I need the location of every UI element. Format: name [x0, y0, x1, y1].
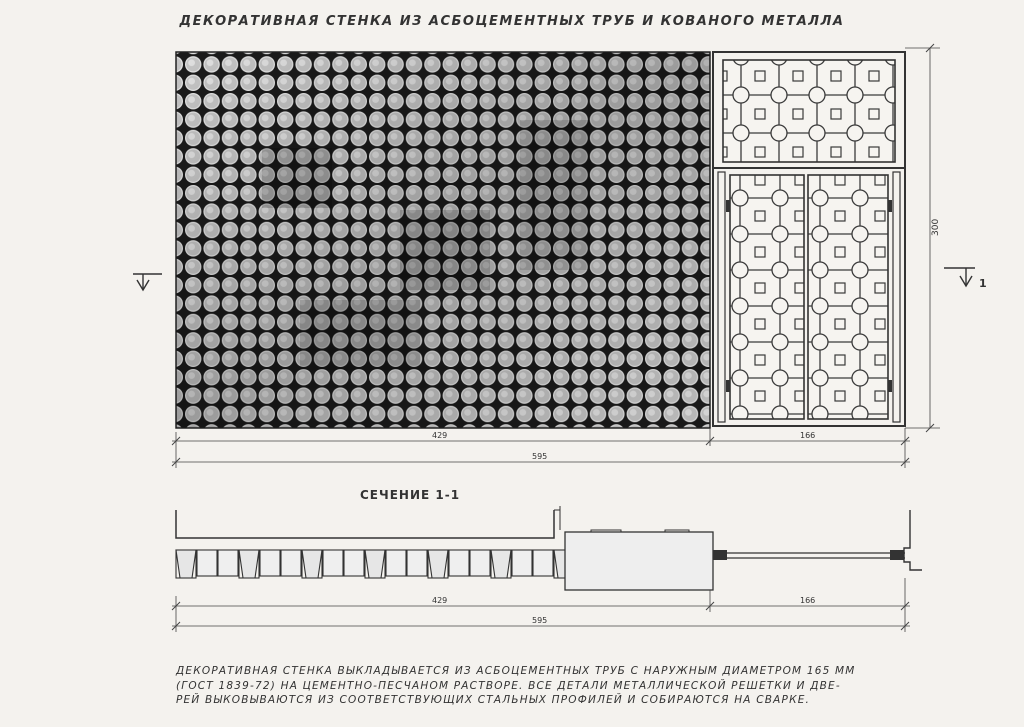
elevation-width-dimensions: [172, 428, 910, 468]
height-dimension: [905, 44, 941, 432]
elevation-dim-pipes: 429: [432, 431, 448, 440]
section-dim-grille: 166: [800, 596, 816, 605]
elevation-dim-total: 595: [532, 452, 548, 461]
section-title: СЕЧЕНИЕ 1-1: [360, 488, 461, 502]
drawing-note: [176, 664, 876, 708]
note-line: РЕЙ ВЫКОВЫВАЮТСЯ ИЗ СООТВЕТСТВУЮЩИХ СТАЛЬНЫХ ПРОФИЛЕЙ И СОБИРАЮТСЯ НА СВАРКЕ.: [176, 694, 811, 706]
note-line: (ГОСТ 1839-72) НА ЦЕМЕНТНО-ПЕСЧАНОМ РАСТВОРЕ. ВСЕ ДЕТАЛИ МЕТАЛЛИЧЕСКОЙ РЕШЕТКИ И ДВЕ-: [176, 679, 841, 692]
door-grille-elevation: [713, 168, 905, 426]
upper-grille-elevation: [713, 52, 905, 168]
section-marker-left: [133, 274, 162, 290]
section-mark-label: 1: [979, 277, 987, 290]
pipe-wall-elevation: [176, 52, 710, 428]
section-dim-total: 595: [532, 616, 548, 625]
section-1-1-drawing: [176, 506, 922, 590]
section-marker-right: [944, 268, 987, 290]
elevation-dim-grille: 166: [800, 431, 816, 440]
section-dim-pipes: 429: [432, 596, 448, 605]
section-width-dimensions: [172, 578, 910, 632]
height-dimension-label: 300: [931, 218, 941, 236]
grille-section-line: [713, 550, 905, 560]
note-line: ДЕКОРАТИВНАЯ СТЕНКА ВЫКЛАДЫВАЕТСЯ ИЗ АСБОЦЕМЕНТНЫХ ТРУБ С НАРУЖНЫМ ДИАМЕТРОМ 165 ММ: [176, 665, 856, 677]
drawing-title: ДЕКОРАТИВНАЯ СТЕНКА ИЗ АСБОЦЕМЕНТНЫХ ТРУБ И КОВАНОГО МЕТАЛЛА: [179, 14, 845, 29]
